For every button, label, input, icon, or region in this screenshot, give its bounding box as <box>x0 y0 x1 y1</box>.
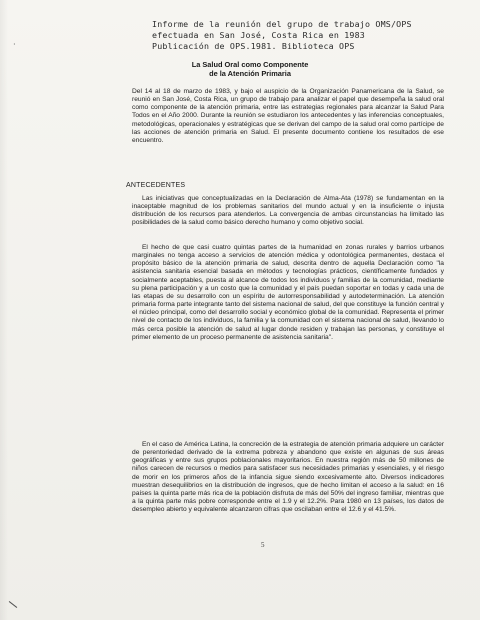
paragraph-primary-care-definition: El hecho de que casi cuatro quintas partes de la humanidad en zonas rurales y barrios urbanos marginales no tenga acceso a servicios de atención médica y odontológica permanentes, destaca el propósito básico de la atención primaria de salud, descrita dentro de aquella Declaración como "la asistencia sanitaria esencial basada en métodos y tecnologías prácticos, científicamente fundados y socialmente aceptables, puesta al alcance de todos los individuos y familias de la comunidad, mediante su plena participación y a un costo que la comunidad y el país puedan soportar en todas y cada una de las etapas de su desarrollo con un espíritu de autorresponsabilidad y autodeterminación. La atención primaria forma parte integrante tanto del sistema nacional de salud, del que constituye la función central y el núcleo principal, como del desarrollo social y económico global de la comunidad. Representa el primer nivel de contacto de los individuos, la familia y la comunidad con el sistema nacional de salud, llevando lo más cerca posible la atención de salud al lugar donde residen y trabajan las personas, y constituye el primer elemento de un proceso permanente de asistencia sanitaria". <box>132 244 444 341</box>
header-line-1: Informe de la reunión del grupo de trabajo OMS/OPS <box>152 19 412 29</box>
paragraph-alma-ata: Las iniciativas que conceptualizadas en la Declaración de Alma-Ata (1978) se fundamentan en la inaceptable magnitud de los problemas sanitarios del mundo actual y en la insuficiente o injusta distribución de los recursos para atenderlos. La convergencia de ambas circunstancias ha limitado las posibilidades de la salud como básico derecho humano y como objetivo social. <box>132 195 444 227</box>
document-title-line-1: La Salud Oral como Componente <box>191 60 309 69</box>
page-number: 5 <box>261 541 265 549</box>
corner-scan-mark <box>9 601 17 608</box>
document-title-line-2: de la Atención Primaria <box>209 69 291 78</box>
paragraph-latin-america: En el caso de América Latina, la concreción de la estrategia de atención primaria adquiere un carácter de perentoriedad derivado de la extrema pobreza y abandono que existe en algunas de sus áreas geográficas y entre sus grupos poblacionales mayoritarios. En nuestra región más de 50 millones de niños carecen de recursos o medios para satisfacer sus necesidades primarias y esenciales, y el riesgo de morir en los primeros años de la infancia sigue siendo excesivamente alto. Diversos indicadores muestran desequilibrios en la distribución de ingresos, que de hecho limitan el acceso a la salud: en 16 países la quinta parte más rica de la población disfruta de más del 50% del ingreso familiar, mientras que a la quinta parte más pobre corresponde entre el 1.9 y el 12.2%. Para 1980 en 13 países, los datos de desempleo abierto y equivalente alcanzaron cifras que oscilaban entre el 12.6 y el 41.5%. <box>132 441 444 514</box>
margin-scan-mark: · <box>13 40 16 49</box>
typewritten-header <box>152 19 470 52</box>
header-line-3: Publicación de OPS.1981. Biblioteca OPS <box>152 41 355 51</box>
section-heading-antecedentes: ANTECEDENTES <box>126 182 186 189</box>
header-line-2: efectuada en San José, Costa Rica en 1983 <box>152 30 366 40</box>
intro-paragraph: Del 14 al 18 de marzo de 1983, y bajo el auspicio de la Organización Panamericana de la Salud, se reunió en San José, Costa Rica, un grupo de trabajo para analizar el papel que desempeña la salud oral como componente de la atención primaria, entre las estrategias regionales para alcanzar la Salud Para Todos en el Año 2000. Durante la reunión se estudiaron los antecedentes y las inferencias conceptuales, metodológicas, operacionales y estratégicas que se derivan del campo de la salud oral como partícipe de las acciones de atención primaria en Salud. El presente documento contiene los resultados de ese encuentro. <box>132 88 444 144</box>
